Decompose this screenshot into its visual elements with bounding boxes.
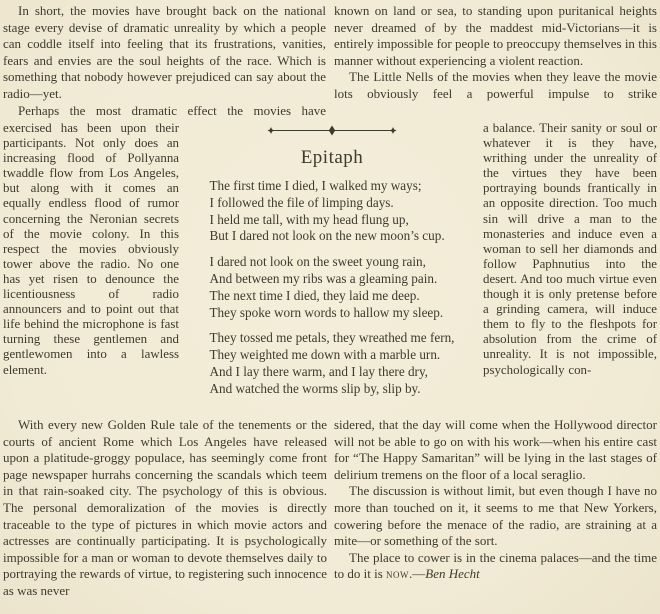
paragraph: In short, the movies have brought back on the national stage every devise of dramatic unreality by which a people can coddle itself into feeling that its frustrations, vanities, fears and envies are the soul heights of the race. Which is something that nobody however prejudiced can say about the radio—yet. [3, 3, 326, 101]
now-smallcaps: now [386, 566, 410, 582]
paragraph-continuation: sidered, that the day will come when the Hollywood director will not be able to go on with his work—when his entire cast for “The Happy Samaritan” will be lying in the last stages of delirium tremens on the floor of a local seraglio. [334, 417, 657, 482]
closing-paragraph [334, 550, 657, 583]
poem-line: And between my ribs was a gleaming pain. [209, 270, 438, 286]
left-column-narrow [3, 121, 179, 417]
left-column-top [3, 3, 326, 119]
poem-stanza [210, 178, 455, 245]
paragraph-continuation: exercised has been upon their participants. Not only does an increasing flood of Pollyanna twaddle flow from Los Angeles, but along with it comes an equally endless flood of rumor concerning the Neronian secrets of the movie colony. In this respect the movies obviously tower above the radio. No one has yet risen to denounce the licentiousness of radio announcers and to point out that life behind the microphone is fast turning these gentlemen and gentlewomen into a lawless element. [3, 121, 179, 377]
poem-line: They tossed me petals, they wreathed me fern, [209, 330, 455, 346]
poem-line: But I dared not look on the new moon’s cup. [209, 228, 445, 244]
right-column-bottom [334, 417, 657, 611]
poem-stanza [210, 254, 455, 321]
poem-stanza [210, 330, 455, 397]
poem-title: Epitaph [300, 147, 364, 168]
poem-text [210, 178, 455, 407]
paragraph: The discussion is without limit, but even though I have no more than touched on it, it seems to me that New Yorkers, cowering before the menace of the radio, are straining at a mite—or something of the sort. [334, 483, 657, 549]
poem-line: I followed the file of limping days. [209, 194, 394, 210]
poem-line: The next time I died, they laid me deep. [209, 287, 420, 303]
poem-line: I held me tall, with my head flung up, [209, 211, 409, 227]
right-column-narrow [483, 121, 657, 417]
author-byline: Ben Hecht [425, 566, 480, 582]
paragraph: With every new Golden Rule tale of the tenements or the courts of ancient Rome which Los Angeles have released upon a platitude-groggy populace, has seemingly come front page newspaper hurrahs concerning the scandals which teem in that rain-soaked city. The psychology of this is obvious. The personal demoralization of the movies is directly traceable to the type of pictures in which movie actors and actresses are continually participating. It is psychologically impossible for a man or woman to devote themselves daily to portraying the rewards of virtue, to registering such innocence as was never [3, 417, 327, 598]
diamond-rule-icon [267, 125, 397, 136]
poem-line: They spoke worn words to hallow my sleep. [209, 304, 444, 320]
paragraph-start: The Little Nells of the movies when they leave the movie lots obviously feel a powerful impulse to strike [334, 69, 657, 101]
poem-line: And I lay there warm, and I lay there dry, [209, 363, 428, 379]
left-column-bottom [3, 417, 327, 611]
right-column-top [334, 3, 657, 119]
closing-text: The place to cower is in the cinema palaces—and the time to do it is [334, 549, 657, 582]
poem-line: They weighted me down with a marble urn. [209, 347, 441, 363]
closing-separator: .— [409, 566, 426, 582]
poem-block [188, 121, 476, 417]
paragraph-start: Perhaps the most dramatic effect the movies have [18, 102, 326, 118]
paragraph-continuation: known on land or sea, to standing upon puritanical heights never dreamed of by the maddest mid-Victorians—it is entirely impossible for people to preoccupy themselves in this manner without experiencing a violent reaction. [334, 3, 657, 68]
poem-line: I dared not look on the sweet young rain, [209, 254, 426, 270]
poem-line: The first time I died, I walked my ways; [209, 178, 422, 193]
poem-line: And watched the worms slip by, slip by. [209, 380, 421, 396]
paragraph-continuation: a balance. Their sanity or soul or whatever it is they have, writhing under the unreality of the virtues they have been portraying bounds frantically in an opposite direction. Too much sin will drive a man to the monasteries and induce even a woman to sell her diamonds and follow Paphnutius into the desert. And too much virtue even though it is only pretense before a grinding camera, will induce them to fly to the fleshpots for absolution from the crime of unreality. It is not impossible, psychologically con- [483, 121, 657, 377]
